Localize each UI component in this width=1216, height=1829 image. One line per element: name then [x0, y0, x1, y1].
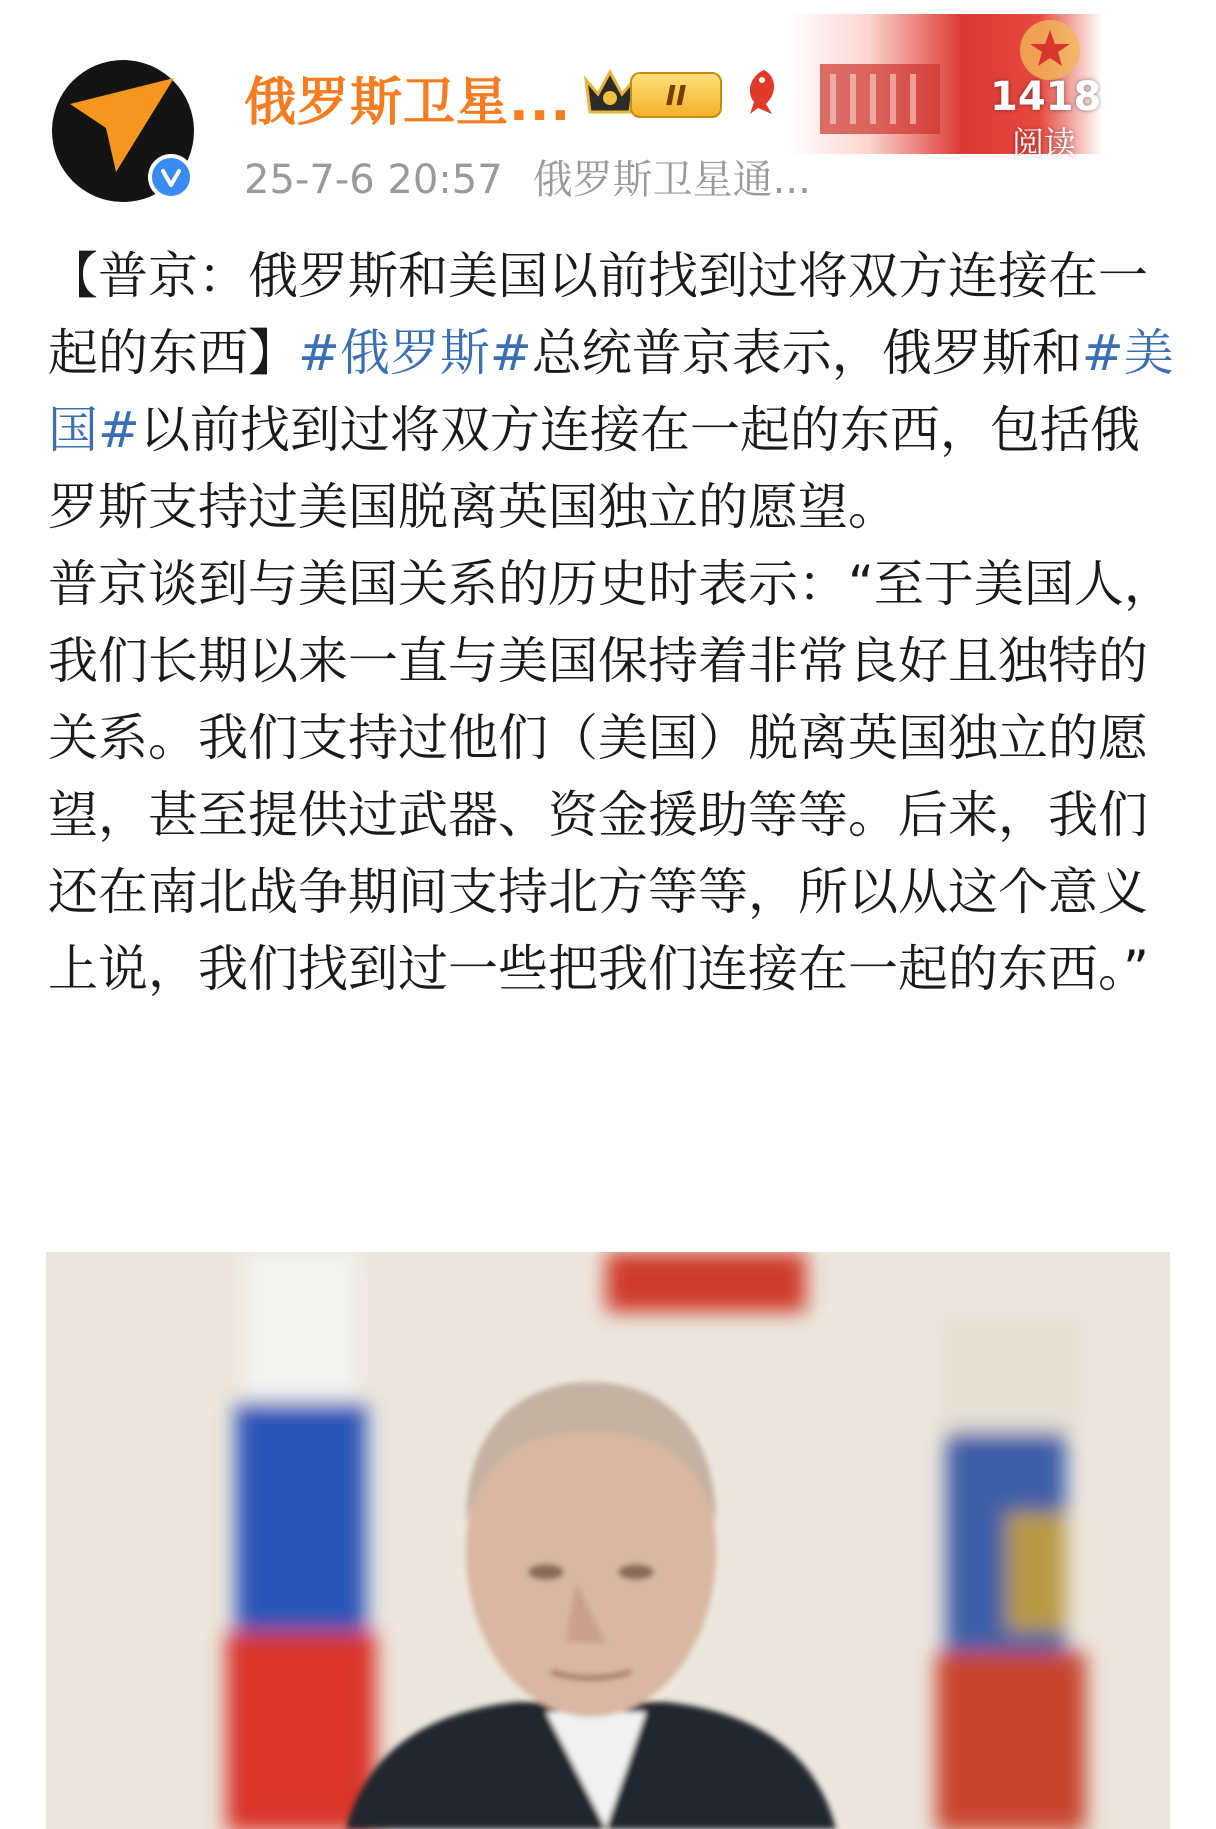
post-text-segment: 总统普京表示，俄罗斯和	[531, 324, 1082, 382]
post-meta	[244, 148, 811, 205]
read-count: 1418	[990, 74, 1102, 120]
vip-level-badge: II	[630, 72, 722, 118]
koi-fish-icon	[742, 66, 786, 116]
post-photo[interactable]	[46, 1252, 1170, 1829]
timestamp: 25-7-6 20:57	[244, 157, 503, 203]
post-source[interactable]: 俄罗斯卫星通...	[532, 157, 811, 203]
verified-check-icon	[148, 154, 194, 200]
read-label: 阅读	[1012, 124, 1077, 162]
post-text-segment: 以前找到过将双方连接在一起的东西，包括俄罗斯支持过美国脱离英国独立的愿望。	[48, 401, 1140, 536]
hashtag-usa[interactable]: #美国#	[48, 324, 1174, 459]
post-paragraph-2: 普京谈到与美国关系的历史时表示：“至于美国人，我们长期以来一直与美国保持着非常良好且独特的关系。我们支持过他们（美国）脱离英国独立的愿望，甚至提供过武器、资金援助等等。后来，我们还在南北战争期间支持北方等等，所以从这个意义上说，我们找到过一些把我们连接在一起的东西。”	[48, 555, 1174, 998]
post-text	[48, 238, 1178, 1008]
username[interactable]: 俄罗斯卫星...	[244, 73, 572, 133]
post-title: 【普京：俄罗斯和美国以前找到过将双方连接在一起的东西】	[48, 247, 1148, 382]
post-paragraph-1	[48, 238, 1178, 546]
hashtag-russia[interactable]: #俄罗斯#	[298, 324, 532, 382]
